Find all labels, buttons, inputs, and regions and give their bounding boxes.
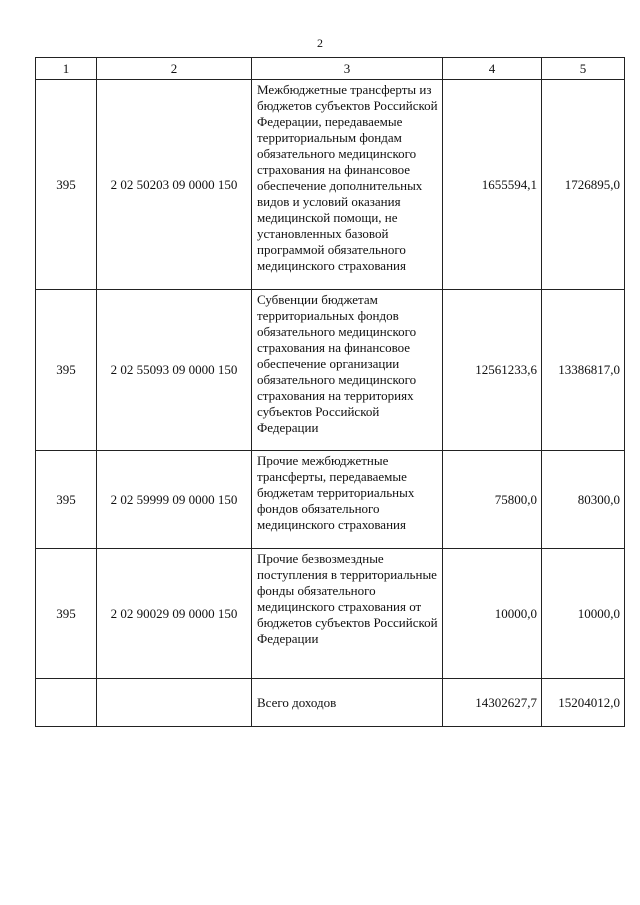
total-label-cell: Всего доходов xyxy=(252,679,443,727)
income-name-cell: Межбюджетные трансферты из бюджетов субъектов Российской Федерации, передаваемые территориальным фондам обязательного медицинского страхования на финансовое обеспечение дополнительных видов и условий оказания медицинской помощи, не установленных базовой программой обязательного медицинского страхования xyxy=(252,80,443,290)
total-row xyxy=(36,679,625,727)
kbk-cell: 2 02 59999 09 0000 150 xyxy=(97,451,252,549)
table-header-row xyxy=(36,58,625,80)
page-number: 2 xyxy=(317,36,323,50)
column-header-5: 5 xyxy=(542,58,625,80)
admin-code-cell: 395 xyxy=(36,80,97,290)
income-table xyxy=(35,57,625,727)
amount-1-cell: 75800,0 xyxy=(443,451,542,549)
column-header-3: 3 xyxy=(252,58,443,80)
amount-1-cell: 12561233,6 xyxy=(443,290,542,451)
total-amount-1-cell: 14302627,7 xyxy=(443,679,542,727)
amount-1-cell: 1655594,1 xyxy=(443,80,542,290)
table-row xyxy=(36,80,625,290)
column-header-1: 1 xyxy=(36,58,97,80)
empty-cell xyxy=(97,679,252,727)
amount-2-cell: 13386817,0 xyxy=(542,290,625,451)
table-row xyxy=(36,549,625,679)
amount-2-cell: 10000,0 xyxy=(542,549,625,679)
amount-2-cell: 1726895,0 xyxy=(542,80,625,290)
income-name-cell: Прочие безвозмездные поступления в территориальные фонды обязательного медицинского страхования от бюджетов субъектов Российской Федерации xyxy=(252,549,443,679)
table-row xyxy=(36,451,625,549)
admin-code-cell: 395 xyxy=(36,451,97,549)
amount-1-cell: 10000,0 xyxy=(443,549,542,679)
column-header-2: 2 xyxy=(97,58,252,80)
total-amount-2-cell: 15204012,0 xyxy=(542,679,625,727)
admin-code-cell: 395 xyxy=(36,549,97,679)
income-name-cell: Субвенции бюджетам территориальных фондов обязательного медицинского страхования на финансовое обеспечение организации обязательного медицинского страхования на территориях субъектов Российской Федерации xyxy=(252,290,443,451)
kbk-cell: 2 02 50203 09 0000 150 xyxy=(97,80,252,290)
income-name-cell: Прочие межбюджетные трансферты, передаваемые бюджетам территориальных фондов обязательного медицинского страхования xyxy=(252,451,443,549)
kbk-cell: 2 02 55093 09 0000 150 xyxy=(97,290,252,451)
empty-cell xyxy=(36,679,97,727)
table-row xyxy=(36,290,625,451)
kbk-cell: 2 02 90029 09 0000 150 xyxy=(97,549,252,679)
amount-2-cell: 80300,0 xyxy=(542,451,625,549)
column-header-4: 4 xyxy=(443,58,542,80)
admin-code-cell: 395 xyxy=(36,290,97,451)
